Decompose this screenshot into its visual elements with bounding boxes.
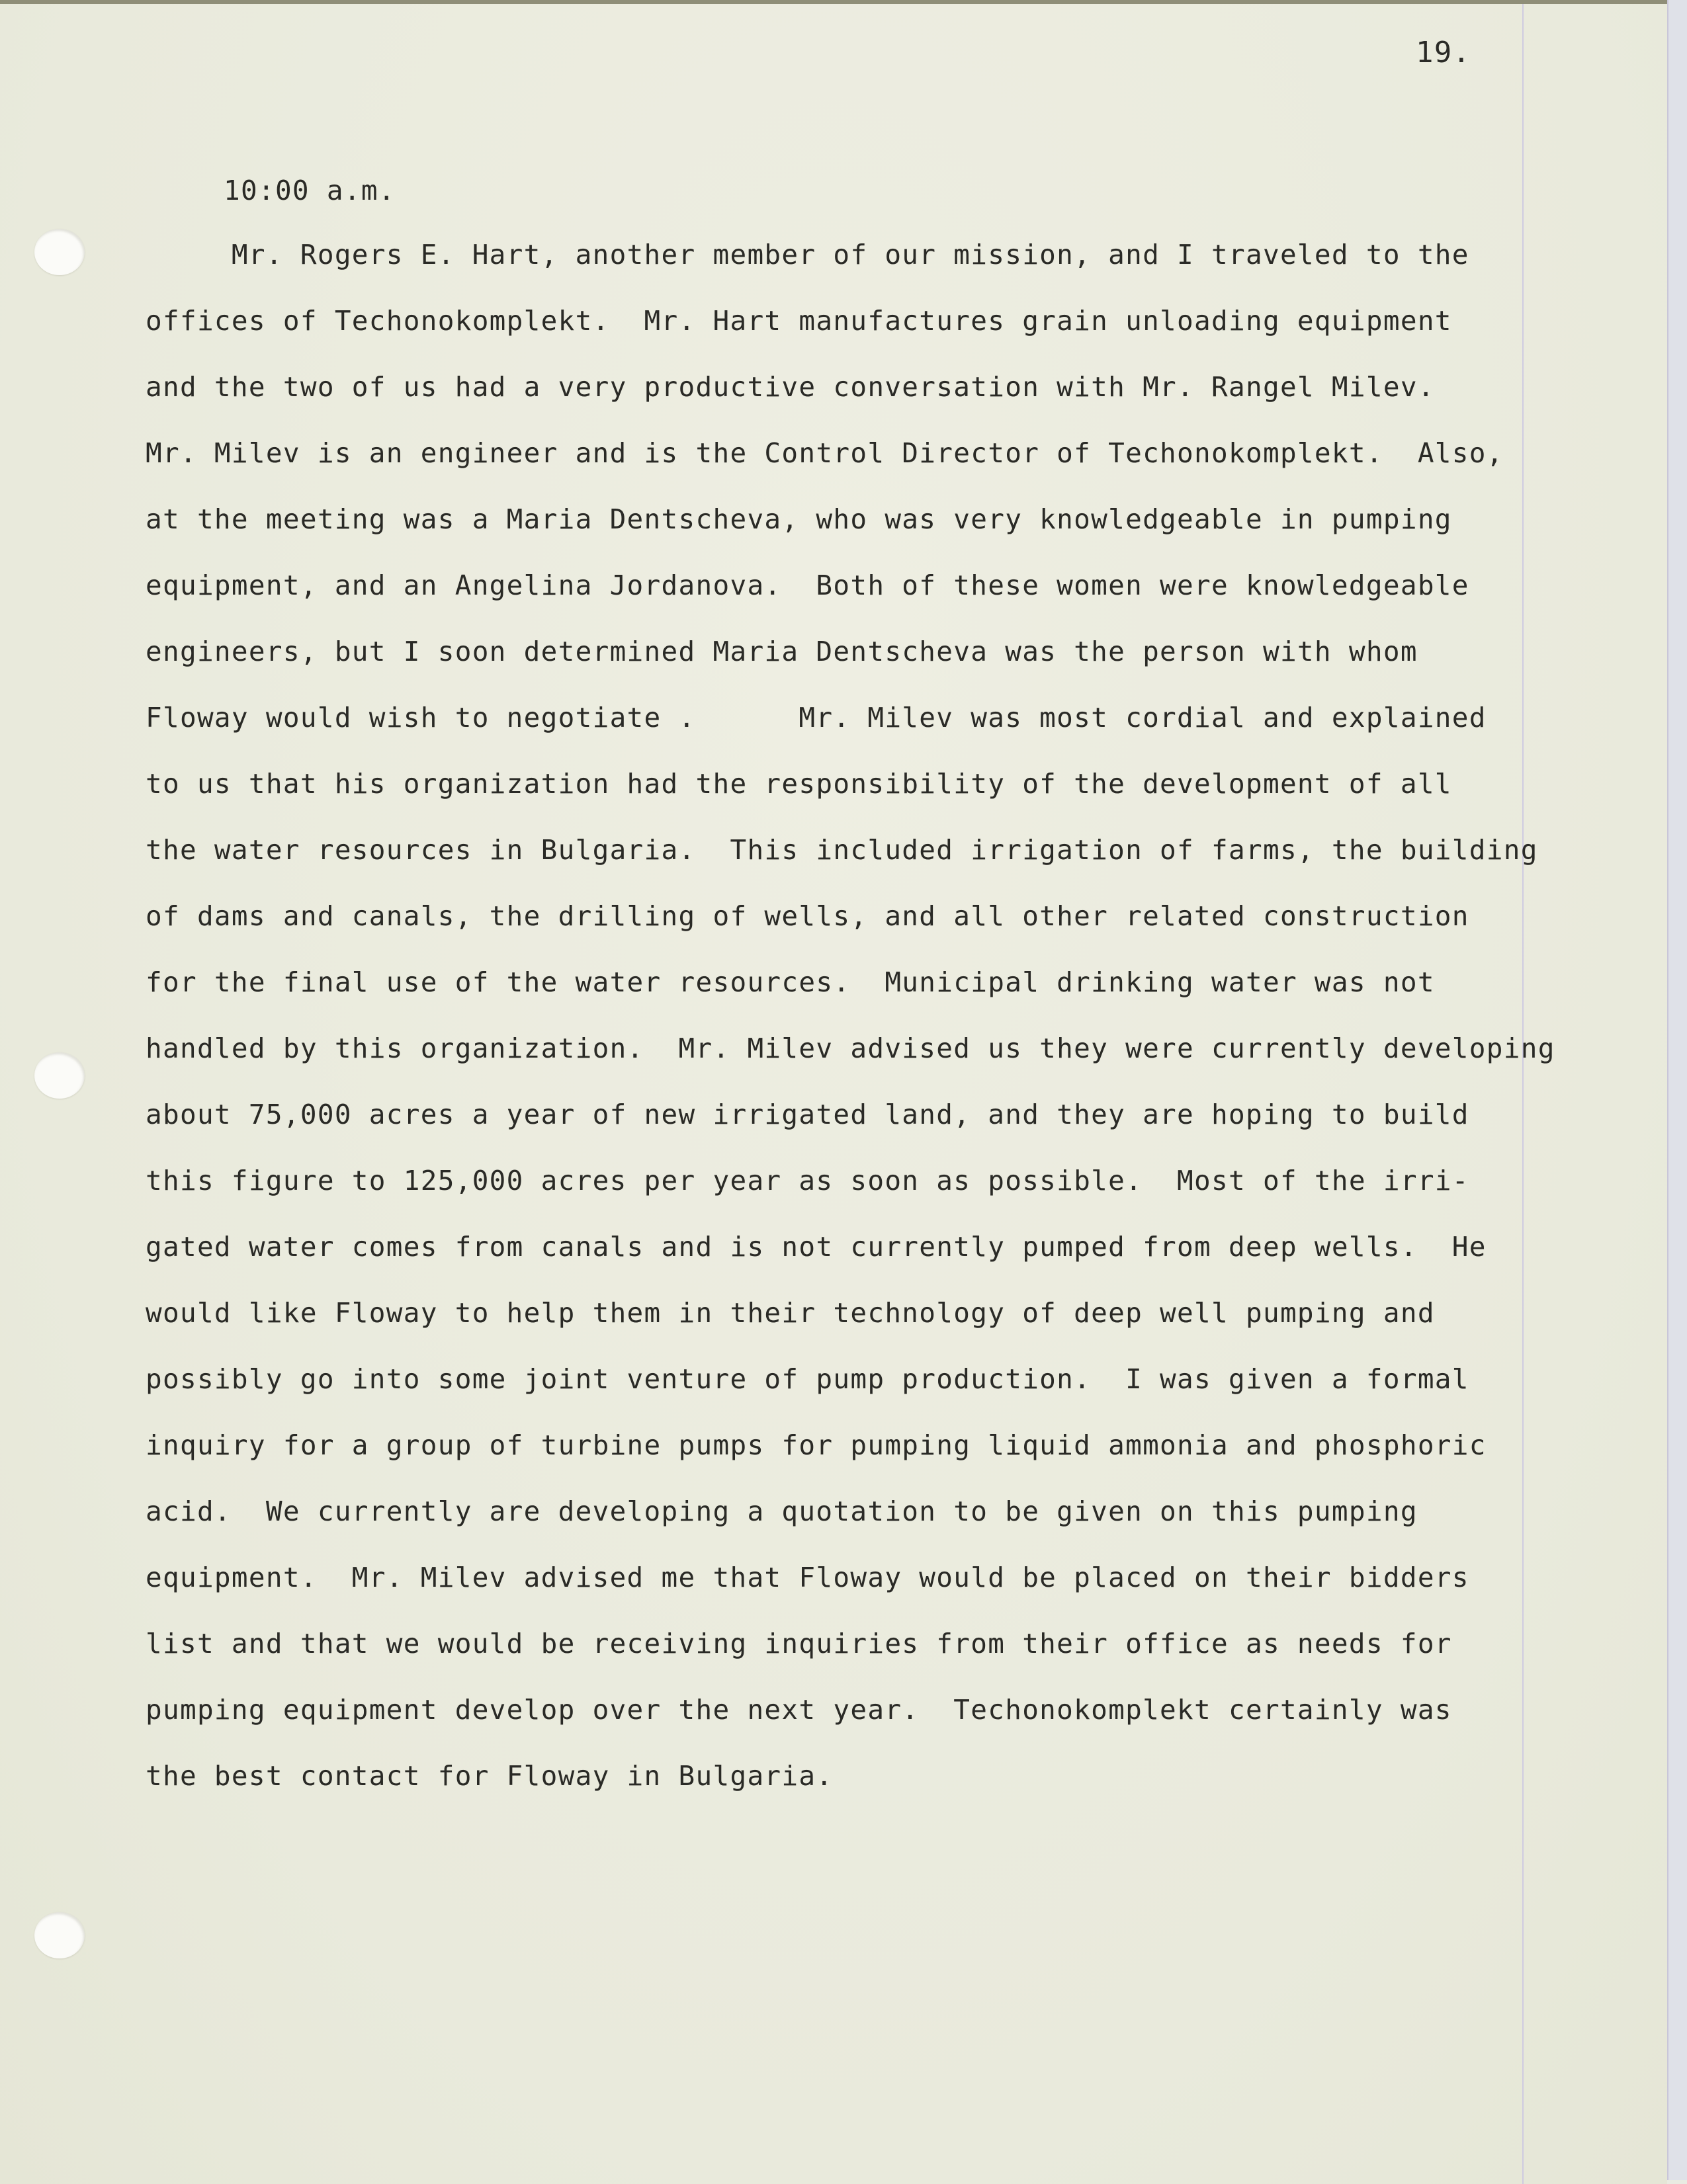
text-line: gated water comes from canals and is not currently pumped from deep wells. He [146, 1231, 1487, 1263]
page-number: 19. [1416, 36, 1471, 69]
text-line: handled by this organization. Mr. Milev advised us they were currently developing [146, 1032, 1555, 1064]
text-line: offices of Techonokomplekt. Mr. Hart manufactures grain unloading equipment [146, 305, 1452, 337]
text-line: and the two of us had a very productive conversation with Mr. Rangel Milev. [146, 371, 1435, 403]
text-line: Floway would wish to negotiate . Mr. Milev was most cordial and explained [146, 702, 1487, 734]
scan-edge [1667, 0, 1687, 2180]
text-line: this figure to 125,000 acres per year as soon as possible. Most of the irri- [146, 1165, 1469, 1197]
binder-hole [34, 1912, 85, 1958]
text-line: possibly go into some joint venture of pump production. I was given a formal [146, 1363, 1469, 1395]
text-line: list and that we would be receiving inquiries from their office as needs for [146, 1628, 1452, 1659]
text-line: the best contact for Floway in Bulgaria. [146, 1760, 834, 1792]
binder-hole [34, 229, 85, 275]
text-line: engineers, but I soon determined Maria Dentscheva was the person with whom [146, 636, 1418, 667]
text-line: about 75,000 acres a year of new irrigated land, and they are hoping to build [146, 1099, 1469, 1130]
margin-rule [1522, 4, 1524, 2184]
binder-hole [34, 1052, 85, 1099]
text-line: equipment. Mr. Milev advised me that Floway would be placed on their bidders [146, 1562, 1469, 1593]
text-line: at the meeting was a Maria Dentscheva, who was very knowledgeable in pumping [146, 503, 1452, 535]
text-line: Mr. Rogers E. Hart, another member of our mission, and I traveled to the [146, 239, 1469, 271]
text-line: the water resources in Bulgaria. This included irrigation of farms, the building [146, 834, 1538, 866]
text-line: for the final use of the water resources. Municipal drinking water was not [146, 966, 1435, 998]
text-line: inquiry for a group of turbine pumps for pumping liquid ammonia and phosphoric [146, 1429, 1487, 1461]
text-line: acid. We currently are developing a quotation to be given on this pumping [146, 1495, 1418, 1527]
text-line: equipment, and an Angelina Jordanova. Both of these women were knowledgeable [146, 569, 1469, 601]
text-line: Mr. Milev is an engineer and is the Control Director of Techonokomplekt. Also, [146, 437, 1504, 469]
text-line: to us that his organization had the responsibility of the development of all [146, 768, 1452, 800]
text-line: of dams and canals, the drilling of wells, and all other related construction [146, 900, 1469, 932]
text-line: pumping equipment develop over the next year. Techonokomplekt certainly was [146, 1694, 1452, 1726]
time-heading: 10:00 a.m. [224, 175, 396, 206]
text-line: would like Floway to help them in their technology of deep well pumping and [146, 1297, 1435, 1329]
